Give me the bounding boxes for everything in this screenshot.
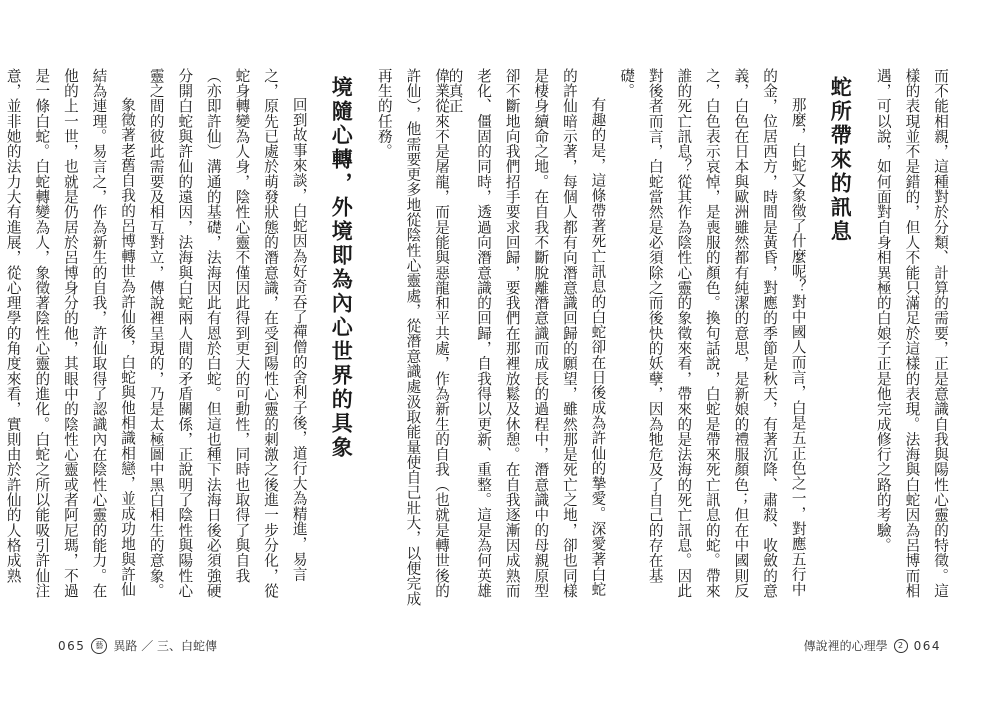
publisher-logo-icon: 藝: [91, 638, 107, 654]
paragraph: 象徵著老舊自我的呂博轉世為許仙後，白蛇與他相識相戀，並成功地與許仙結為連理。易言之，作為新生的自我，許仙取得了認識內在陰性心靈的能力。在他的上一世，也就是仍居於呂博身分的他，其眼中的陰性心靈或者阿尼瑪，不過是一條白蛇。白蛇轉變為人，象徵著陰性心靈的進化。白蛇之所以能吸引許仙注意，並非她的法力大有進展，從心理學的角度來看，實則由於許仙的人格成熟: [4, 68, 137, 599]
paragraph-continued: 偉業從來不是屠龍，而是能與惡龍和平共處，作為新生的自我（也就是轉世後的許仙），他需要更多地從陰性心靈處，從潛意識處汲取能量使自己壯大，以便完成再生的任務。: [375, 68, 450, 607]
page-number: 065: [58, 638, 86, 653]
section-heading: 蛇所帶來的訊息: [828, 76, 853, 244]
running-title: 傳說裡的心理學: [803, 639, 888, 653]
page-number: 064: [913, 638, 941, 653]
paragraph-continued: 而不能相親，這種對於分類、計算的需要，正是意識自我與陽性心靈的特徵。這樣的表現並不是錯的，但人不能只滿足於這樣的表現。法海與白蛇因為呂博而相遇，可以說，如何面對自身相異極的白娘子正是他完成修行之路的考驗。: [874, 68, 949, 599]
volume-badge-icon: 2: [894, 639, 908, 653]
paragraph: 那麼，白蛇又象徵了什麼呢？對中國人而言，白是五正色之一，對應五行中的金，位居西方，時間是黃昏，對應的季節是秋天，有著沉降、肅殺、收斂的意義，白色在日本與歐洲雖然都有純潔的意思，是新娘的禮服顏色；但在中國則反之，白色表示哀悼，是喪服的顏色。換句話說，白蛇是帶來死亡訊息的蛇。帶來誰的死亡訊息？從其作為陰性心靈的象徵來看，帶來的是法海的死亡訊息。因此對後者而言，白蛇當然是必須除之而後快的妖孽，因為牠危及了自己的存在基礎。: [618, 68, 807, 599]
right-page: [446, 0, 999, 709]
page-footer: [58, 637, 217, 654]
right-page-body: [446, 68, 954, 608]
page-footer: [804, 637, 941, 654]
paragraph: 回到故事來談，白蛇因為好奇吞了禪僧的舍利子後，道行大為精進，易言之，原先已處於萌發狀態的潛意識，在受到陽性心靈的刺激之後進一步分化，從蛇身轉變為人身，陰性心靈不僅因此得到更大的可動性，同時也取得了與自我（亦即許仙）溝通的基礎，法海因此有恩於白蛇。但這也種下法海日後必須強硬分開白蛇與許仙的遠因，法海與白蛇兩人間的矛盾關係，正說明了陰性與陽性心靈之間的彼此需要及相互對立，傳說裡呈現的，乃是太極圖中黑白相生的意象。: [147, 68, 308, 599]
paragraph: 有趣的是，這條帶著死亡訊息的白蛇卻在日後成為許仙的摯愛。深愛著白蛇的許仙暗示著，每個人都有向潛意識回歸的願望，雖然那是死亡之地，卻也同樣是棲身續命之地。在自我不斷脫離潛意識而成長的過程中，潛意識中的母親原型卻不斷地向我們招手要求回歸，要我們在那裡放鬆及休憩。在自我逐漸因成熟而老化、僵固的同時，透過向潛意識的回歸，自我得以更新、重整。這是為何英雄的真正: [446, 68, 607, 599]
left-page-body: [4, 68, 455, 608]
section-heading: 境隨心轉，外境即為內心世界的具象: [329, 76, 354, 460]
running-title: 異路 ／ 三、白蛇傳: [113, 639, 218, 653]
